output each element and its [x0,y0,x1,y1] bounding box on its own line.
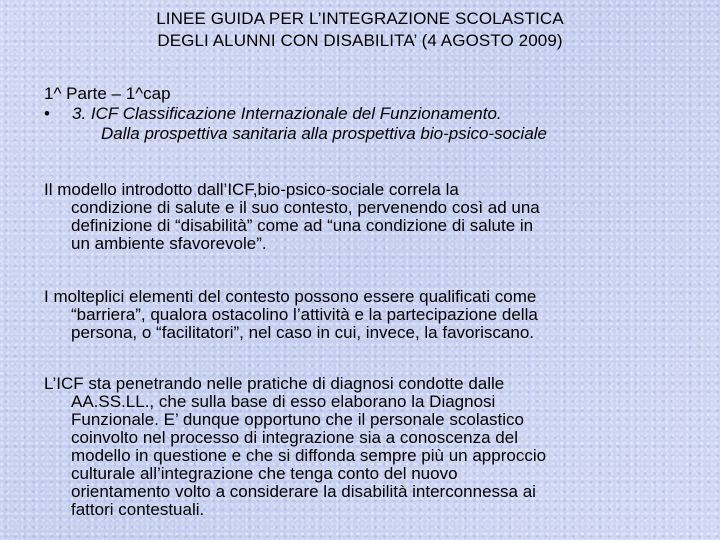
paragraph-line: orientamento volto a considerare la disabilità interconnessa ai [71,482,536,501]
paragraph-line: Funzionale. E’ dunque opportuno che il personale scolastico [71,410,524,429]
paragraph-line: I molteplici elementi del contesto possono essere qualificati come [44,287,537,306]
section-heading: 1^ Parte – 1^cap [44,84,171,103]
paragraph-line: culturale all’integrazione che tenga conto del nuovo [71,464,458,483]
bullet-text-line-1: 3. ICF Classificazione Internazionale del Funzionamento. [72,104,502,123]
paragraph-context-elements [44,288,684,342]
paragraph-line: definizione di “disabilità” come ad “una condizione di salute in [71,216,534,235]
bullet-item [44,104,704,124]
paragraph-line: coinvolto nel processo di integrazione sia a conoscenza del [71,428,518,447]
paragraph-line: condizione di salute e il suo contesto, pervenendo così ad una [71,198,540,217]
paragraph-icf-diagnosis [44,375,684,519]
section-block [44,84,704,144]
paragraph-line: Il modello introdotto dall’ICF,bio-psico-sociale correla la [44,180,459,199]
paragraph-line: “barriera”, qualora ostacolino l’attività e la partecipazione della [71,305,538,324]
paragraph-line: modello in questione e che si diffonda sempre più un approccio [71,446,547,465]
slide-title [0,8,720,52]
paragraph-icf-model [44,181,684,253]
paragraph-line: persona, o “facilitatori”, nel caso in cui, invece, la favoriscano. [71,323,535,342]
paragraph-line: L’ICF sta penetrando nelle pratiche di diagnosi condotte dalle [44,374,505,393]
paragraph-line: un ambiente sfavorevole”. [71,234,267,253]
title-line-1: LINEE GUIDA PER L’INTEGRAZIONE SCOLASTICA [156,9,564,28]
bullet-text-line-2: Dalla prospettiva sanitaria alla prospettiva bio-psico-sociale [101,124,548,143]
title-line-2: DEGLI ALUNNI CON DISABILITA’ (4 AGOSTO 2009) [157,31,563,50]
bullet-icon: • [44,104,50,123]
paragraph-line: AA.SS.LL., che sulla base di esso elaborano la Diagnosi [71,392,496,411]
paragraph-line: fattori contestuali. [71,500,205,519]
